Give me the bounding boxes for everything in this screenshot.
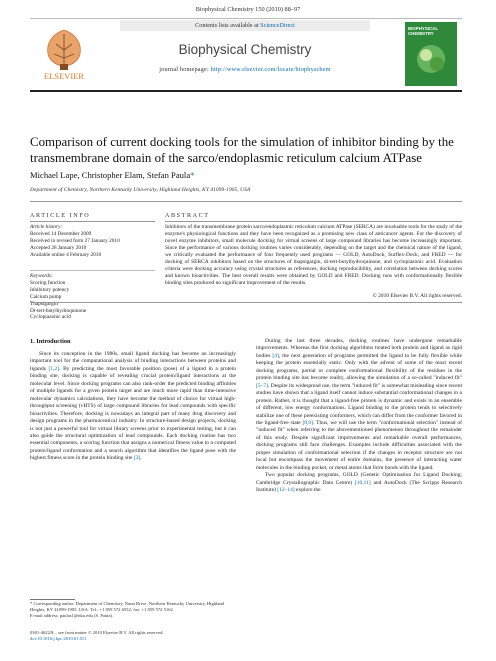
keyword: Calcium pump [30,293,62,300]
footnote [30,601,236,618]
footnote-rule [30,599,75,600]
article-info-heading: ARTICLE INFO [30,213,91,219]
text-run: During the last three decades, docking routines have undergone remarkable improvements. Whereas the first docking algorithms treated both protein and ligand as rigid bodies [256,338,462,359]
cover-art [411,40,451,78]
cover-title: BIOPHYSICAL CHEMISTRY [408,26,438,36]
text-run: Since its conception in the 1980s, small ligand docking has become an increasingly important tool for the computational analysis of binding interactions between proteins and ligands [30,351,236,372]
text-run: . Despite its widespread use, the term "induced fit" is somewhat misleading since recent studies have shown that a ligand itself cannot induce substantial conformational changes in a protein. Rather, it is thought that a ligand-free protein is dynamic and exists in an ensemble of different, low energy conformations. Ligand binding to the protein tends to selectively stabilize one of these preexisting conformers, which can differ from the conformer favored in the ligand-free state [256,382,462,426]
paragraph [256,472,462,494]
text-run: , the next generation of programs permitted the ligand to be fully flexible while keeping the protein essentially static. Only with the advent of some of the most recent docking programs, partial or complete conformational flexibility of the residues in the protein binding site has become reality, allowing the simulation of a so-called "induced fit" [256,352,462,382]
header-rule [30,90,462,92]
abstract-heading: ABSTRACT [165,213,210,219]
body-column-left [30,351,236,463]
citation-link[interactable]: [8,9] [302,419,313,426]
citation-link[interactable]: [12–14] [277,487,295,494]
homepage-url-link[interactable]: http://www.elsevier.com/locate/biophyschem [210,66,331,73]
text-run: Two popular docking programs, GOLD (Genetic Optimisation for Ligand Docking; Cambridge Crystallographic Data Centre) [256,472,462,486]
citation-link[interactable]: [1,2] [48,365,60,372]
elsevier-logo [30,24,98,82]
citation-link[interactable]: [5–7] [256,382,268,389]
contents-bar [120,20,370,31]
corresponding-author-note: * Corresponding author. Department of Chemistry, Nunn Drive, Northern Kentucky University, Highland Heights, KY 41099-1905, USA. Tel.: +1 859 572 6552; fax: +1 859 572 5162. [30,601,224,612]
article-title: Comparison of current docking tools for the simulation of inhibitor binding by the transmembrane domain of the sarco/endoplasmic reticulum calcium ATPase [30,135,454,165]
divider [165,221,462,222]
sciencedirect-link[interactable]: ScienceDirect [260,22,295,29]
text-run: . [140,455,142,462]
keyword: Inhibitory potency [30,286,70,293]
history-item: Received in revised form 27 January 2010 [30,237,120,244]
authors: Michael Lape, Christopher Elam, Stefan Paula [30,170,191,180]
homepage-prefix: journal homepage: [159,66,211,73]
corresponding-author-mark[interactable]: * [190,170,195,180]
citation-link[interactable]: [10,11] [354,479,371,486]
email-note: E-mail address: paulas1@nku.edu (S. Paula). [30,612,114,618]
paragraph [256,338,462,472]
article-history [30,224,155,259]
keyword: Di-tert-butylhydroquinone [30,307,87,314]
contents-prefix: Contents lists available at [195,22,261,29]
text-run: . By predicting the most favorable position (pose) of a ligand in a protein binding site, docking is capable of revealing crucial protein/ligand interactions at the molecular level. Since docking programs can also rank-order the predicted binding affinities of multiple ligands for a given protein target and are much more rapid than time-intensive molecular dynamics calculations, they have become the method of choice for virtual high-throughput screening (vHTS) of large compound libraries for lead compounds with specific bioactivities. Therefore, docking is nowadays an integral part of many drug discovery and design programs in the pharmaceutical industry. In structure-based design projects, docking is not just a powerful tool for virtual library screens prior to experimental testing, but it can also guide the structural optimization of lead compounds. Each docking routine has two essential components, a scoring function that assigns a numerical fitness value to a computed protein/ligand conformation and a search algorithm that identifies the ligand pose with the highest fitness score in the protein binding site [30,365,236,462]
divider [30,201,462,202]
text-run: . Thus, we will use the term "conformational selection" instead of "induced fit" when referring to the abovementioned phenomenon throughout the remainder of this study. Despite significant improvements and remarkable overall performances, docking programs still face challenges. Examples include difficulties associated with the proper simulation of conformational selection if the changes in receptor structure are not local but encompass the movement of entire domains, the presence of interacting water molecules in the binding pocket, or metal atoms that form bonds with the ligand. [256,419,462,471]
text-run: and AutoDock (The Scripps Research Institute) [256,479,462,494]
citation-link[interactable]: [4] [272,352,279,359]
history-item: Received 14 December 2009 [30,230,92,237]
affiliation: Department of Chemistry, Northern Kentucky University, Highland Heights, KY 41099-1905, USA [30,187,251,193]
issn-block [30,630,236,642]
journal-homepage [120,66,370,73]
divider [30,302,462,303]
divider [30,221,155,222]
history-item: Accepted 28 January 2010 [30,244,87,251]
abstract-text: Inhibitors of the transmembrane protein sarco/endoplasmic reticulum calcium ATPase (SERCA) are invaluable tools for the study of the enzyme's physiological functions and they have been recognized as a promising new class of anticancer agents. For the discovery of novel enzyme inhibitors, small molecule docking for virtual screens of large compound libraries has become increasingly important. Since the performance of various docking routines varies considerably, depending on the target and the chemical nature of the ligand, we critically evaluated the performance of four frequently used programs — GOLD, AutoDock, Surflex-Dock, and FRED — for docking of SERCA inhibitors based on the structures of thapsigargin, di-tert-butylhydroquinone, and cyclopiazonic acid. Evaluation criteria were docking accuracy using crystal structures as references, docking reproducibility, and correlation between docking scores and known bioactivities. The best overall results were obtained by GOLD and FRED. Docking runs with conformationally flexible binding sites produced no significant improvement of the results. [165,224,462,286]
publisher-name: ELSEVIER [43,71,85,81]
journal-cover-image [405,22,457,86]
journal-title: Biophysical Chemistry [178,42,312,57]
doi-link[interactable]: doi:10.1016/j.bpc.2010.01.011 [30,635,87,641]
section-heading-introduction: 1. Introduction [30,338,71,345]
history-item: Available online 4 February 2010 [30,251,102,258]
issn-line: 0301-4622/$ – see front matter © 2010 Elsevier B.V. All rights reserved. [30,630,164,635]
keywords [30,273,155,321]
keyword: Cyclopiazonic acid [30,314,71,321]
body-column-right [256,338,462,495]
keyword: Thapsigargin [30,300,58,307]
journal-citation-line: Biophysical Chemistry 150 (2010) 88–97 [195,6,301,13]
copyright-line: © 2010 Elsevier B.V. All rights reserved. [372,293,462,299]
paragraph [30,351,236,463]
keyword: Scoring function [30,279,66,286]
citation-link[interactable]: [3] [133,455,141,462]
author-list [30,170,194,180]
history-label: Article history: [30,224,63,230]
keywords-label: Keywords: [30,273,53,279]
text-run: explore the [294,487,321,494]
